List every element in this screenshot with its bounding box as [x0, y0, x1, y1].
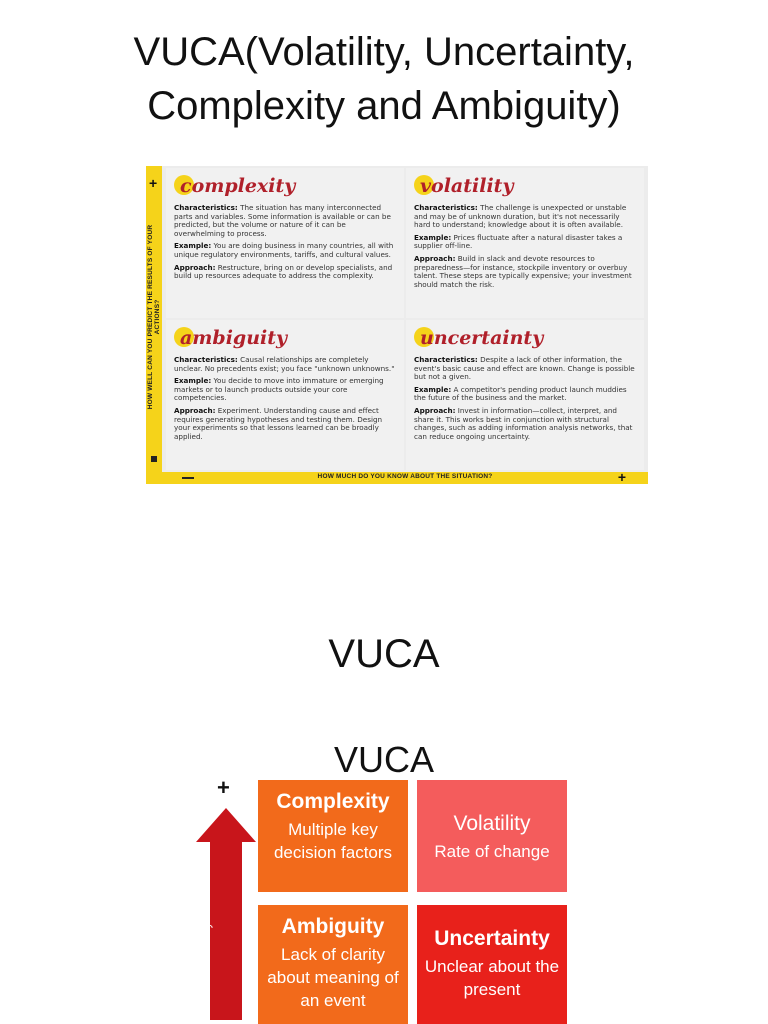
- cell-ambiguity: [166, 320, 404, 470]
- cell-uncertainty: [406, 320, 644, 470]
- box-title: Ambiguity: [281, 915, 385, 938]
- box-desc: Lack of clarity about meaning of an event: [267, 945, 399, 1010]
- cell-approach: Approach: Invest in information—collect, interpret, and share it. This works best in conjunction with structural changes, such as adding information analysis networks, that can reduce ongoing uncertainty.: [414, 405, 633, 441]
- cell-characteristics: Characteristics: The situation has many interconnected parts and variables. Some information is available or can be predicted, but the volume or nature of it can be overwhelming to process.: [174, 203, 391, 238]
- x-axis-plus: +: [617, 469, 626, 485]
- y-axis-plus: +: [149, 175, 158, 191]
- slide2-subtitle: VUCA: [333, 739, 435, 780]
- cell-title: volatility: [414, 174, 636, 198]
- box-uncertainty: [417, 905, 567, 1024]
- cell-characteristics: Characteristics: Despite a lack of other information, the event's basic cause and effect are known. Change is possible but not a given.: [414, 355, 635, 382]
- cell-complexity: [166, 168, 404, 318]
- box-ambiguity: [258, 905, 408, 1024]
- arrow-label: How well can you predict the outcome of your actions?: [185, 847, 213, 1001]
- y-axis-minus: [151, 456, 157, 462]
- slide-title-line-1: VUCA(Volatility, Uncertainty,: [133, 30, 635, 74]
- cell-title: uncertainty: [414, 326, 636, 350]
- cell-example: Example: A competitor's pending product launch muddies the future of the business and the market.: [414, 384, 627, 403]
- slide2-title: VUCA: [328, 632, 440, 676]
- box-title: Uncertainty: [434, 927, 550, 950]
- cell-approach: Approach: Restructure, bring on or develop specialists, and build up resources adequate to address the complexity.: [174, 262, 393, 281]
- cell-volatility: [406, 168, 644, 318]
- cell-characteristics: Characteristics: The challenge is unexpected or unstable and may be of unknown duration, but it's not necessarily hard to understand; knowledge about it is often available.: [414, 203, 627, 230]
- vuca-matrix: [146, 166, 648, 484]
- box-desc: Multiple key decision factors: [273, 820, 393, 862]
- cell-approach: Approach: Experiment. Understanding cause and effect requires generating hypotheses and testing them. Design your experiments so that lessons learned can be broadly applied.: [174, 405, 383, 441]
- plus-sign: +: [217, 775, 230, 800]
- cell-characteristics: Characteristics: Causal relationships are completely unclear. No precedents exist; you face "unknown unknowns.": [174, 355, 395, 373]
- cell-title: complexity: [174, 174, 396, 198]
- box-desc: Unclear about the present: [424, 957, 560, 999]
- y-axis-label: HOW WELL CAN YOU PREDICT THE RESULTS OF YOUR ACTIONS?: [147, 224, 161, 410]
- box-complexity: [258, 780, 408, 892]
- matrix-grid: [162, 166, 648, 472]
- cell-example: Example: Prices fluctuate after a natural disaster takes a supplier off-line.: [414, 232, 623, 251]
- cell-example: Example: You decide to move into immature or emerging markets or to launch products outside your core competencies.: [174, 376, 384, 403]
- box-volatility: [417, 780, 567, 892]
- cell-title: ambiguity: [174, 326, 396, 350]
- y-axis: [146, 166, 162, 472]
- x-axis-label: HOW MUCH DO YOU KNOW ABOUT THE SITUATION?: [317, 473, 493, 480]
- box-title: Volatility: [453, 812, 531, 835]
- box-desc: Rate of change: [434, 842, 550, 861]
- cell-example: Example: You are doing business in many countries, all with unique regulatory environments, tariffs, and cultural values.: [174, 241, 394, 259]
- x-axis: [162, 469, 648, 485]
- cell-approach: Approach: Build in slack and devote resources to preparedness—for instance, stockpile inventory or overbuy talent. These steps are typically expensive; your investment should match the risk.: [414, 253, 632, 289]
- box-title: Complexity: [276, 790, 390, 813]
- slide-title-line-2: Complexity and Ambiguity): [147, 84, 621, 128]
